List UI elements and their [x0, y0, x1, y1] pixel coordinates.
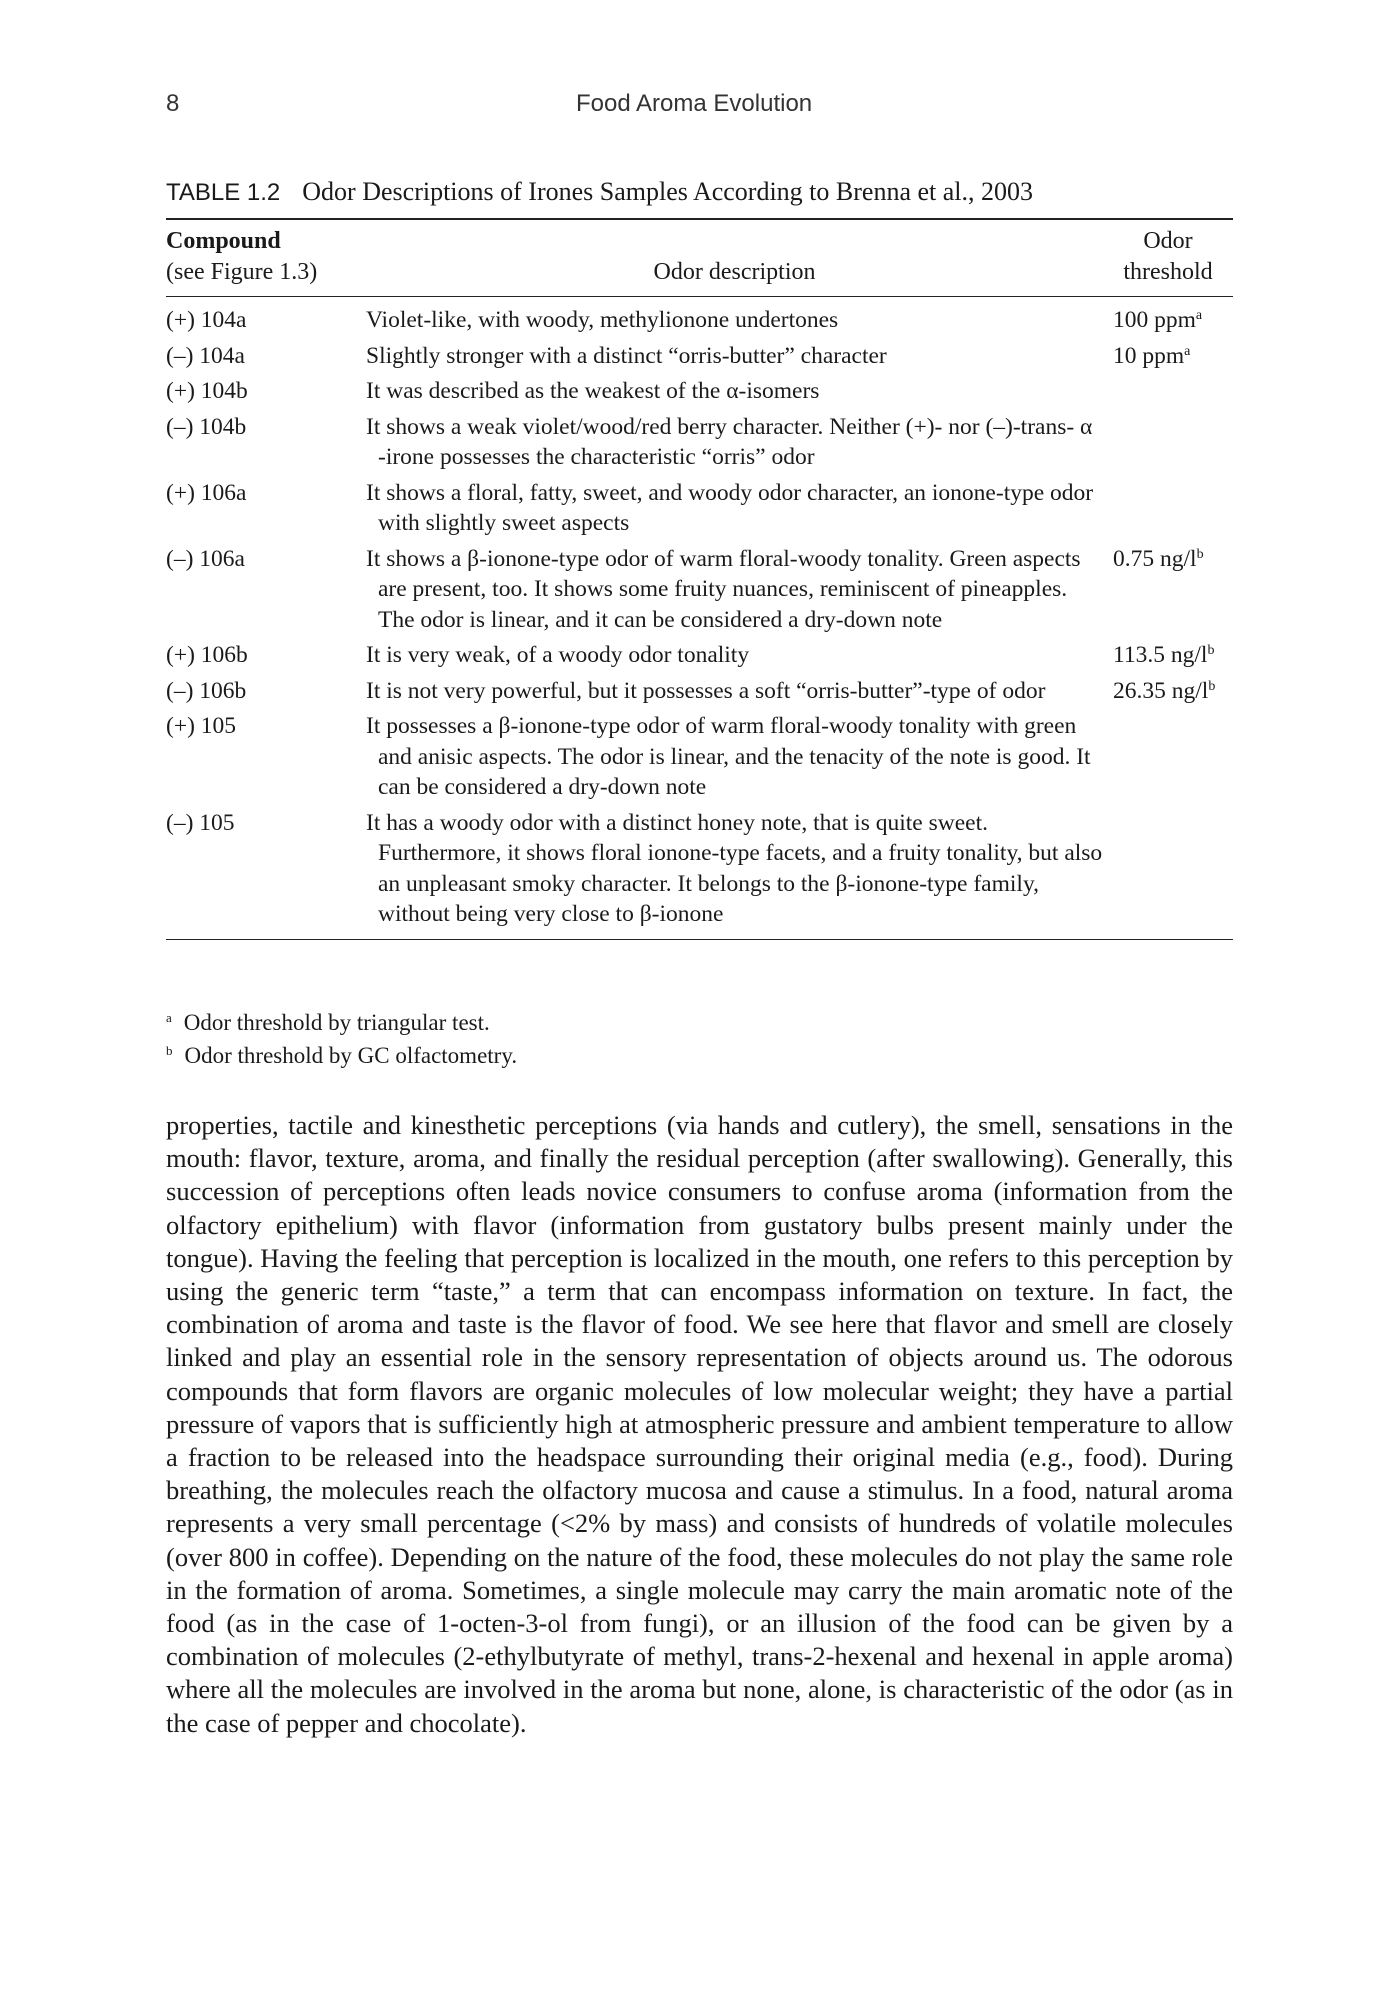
threshold-note-mark: a: [1184, 343, 1191, 359]
description-cell: It is not very powerful, but it possesses a soft “orris-butter”-type of odor: [366, 677, 1046, 704]
compound-cell: (–) 105: [166, 809, 235, 836]
table-row: [166, 711, 1233, 803]
threshold-value: 0.75 ng/l: [1113, 545, 1197, 572]
threshold-cell: [1103, 808, 1233, 930]
table-row: [166, 640, 1233, 671]
threshold-cell: [1103, 412, 1233, 473]
header-threshold-line1: Odor: [1143, 228, 1193, 254]
threshold-value: 113.5 ng/l: [1113, 642, 1208, 668]
description-cell: It has a woody odor with a distinct honey note, that is quite sweet. Furthermore, it shows floral ionone-type facets, and a fruity tonality, but also an unpleasant smoky character. It belongs to the β-ionone-type family, without being very close to β-ionone: [366, 809, 1103, 927]
threshold-cell: [1103, 676, 1233, 707]
compound-cell: (–) 106a: [166, 545, 245, 572]
threshold-cell: [1103, 305, 1233, 336]
description-cell: Violet-like, with woody, methylionone undertones: [366, 307, 839, 333]
description-cell: It shows a β-ionone-type odor of warm floral-woody tonality. Green aspects are present, too. It shows some fruity nuances, reminiscent of pineapples. The odor is linear, and it can be considered a dry-down note: [366, 545, 1081, 633]
compound-cell: (–) 104b: [166, 413, 247, 440]
table-row: [166, 676, 1233, 707]
threshold-cell: [1103, 544, 1233, 636]
table-row: [166, 478, 1233, 539]
body-paragraph: properties, tactile and kinesthetic perceptions (via hands and cutlery), the smell, sensations in the mouth: flavor, texture, aroma, and finally the residual perception (after swallowing). Generally, this succession of perceptions often leads novice consumers to confuse aroma (information from the olfactory epithelium) with flavor (information from gustatory bulbs present mainly under the tongue). Having the feeling that perception is localized in the mouth, one refers to this perception by using the generic term “taste,” a term that can encompass information on texture. In fact, the combination of aroma and taste is the flavor of food. We see here that flavor and smell are closely linked and play an essential role in the sensory representation of objects around us. The odorous compounds that form flavors are organic molecules of low molecular weight; they have a partial pressure of vapors that is sufficiently high at atmospheric pressure and ambient temperature to allow a fraction to be released into the headspace surrounding their original media (e.g., food). During breathing, the molecules reach the olfactory mucosa and cause a stimulus. In a food, natural aroma represents a very small percentage (<2% by mass) and consists of hundreds of volatile molecules (over 800 in coffee). Depending on the nature of the food, these molecules do not play the same role in the formation of aroma. Sometimes, a single molecule may carry the main aromatic note of the food (as in the case of 1-octen-3-ol from fungi), or an illusion of the food can be given by a combination of molecules (2-ethylbutyrate of methyl, trans-2-hexenal and hexenal in apple aroma) where all the molecules are involved in the aroma but none, alone, is characteristic of the odor (as in the case of pepper and chocolate).: [166, 1110, 1233, 1738]
threshold-cell: [1103, 711, 1233, 803]
description-cell: Slightly stronger with a distinct “orris-butter” character: [366, 342, 887, 369]
compound-cell: (+) 105: [166, 713, 237, 739]
header-compound: [166, 226, 366, 288]
header-compound-line2: (see Figure 1.3): [166, 259, 318, 285]
compound-cell: (–) 106b: [166, 677, 247, 704]
header-threshold: [1103, 226, 1233, 288]
running-head: [166, 90, 1233, 122]
footnote-text: Odor threshold by triangular test.: [183, 1010, 490, 1035]
table-row: [166, 808, 1233, 930]
threshold-note-mark: b: [1196, 546, 1204, 562]
table-body: [166, 297, 1233, 939]
threshold-value: 10 ppm: [1113, 342, 1185, 369]
description-cell: It is very weak, of a woody odor tonality: [366, 642, 750, 668]
threshold-note-mark: b: [1207, 643, 1215, 658]
footnote-mark: b: [166, 1043, 173, 1058]
description-cell: It possesses a β-ionone-type odor of warm floral-woody tonality with green and anisic aspects. The odor is linear, and the tenacity of the note is good. It can be considered a dry-down note: [366, 713, 1091, 800]
table-row: [166, 544, 1233, 636]
threshold-cell: [1103, 341, 1233, 372]
description-cell: It shows a weak violet/wood/red berry character. Neither (+)- nor (–)-trans- α -irone possesses the characteristic “orris” odor: [366, 413, 1093, 470]
table-row: [166, 305, 1233, 336]
threshold-cell: [1103, 478, 1233, 539]
header-description: Odor description: [653, 259, 816, 285]
header-compound-line1: Compound: [166, 228, 281, 254]
threshold-note-mark: a: [1195, 308, 1203, 323]
footnote-text: Odor threshold by GC olfactometry.: [184, 1043, 518, 1068]
footnote: [166, 1006, 1233, 1039]
footnote: [166, 1039, 1233, 1072]
page-number: 8: [166, 90, 180, 117]
compound-cell: (+) 104a: [166, 307, 247, 333]
footnote-mark: a: [166, 1010, 172, 1025]
threshold-value: 26.35 ng/l: [1113, 677, 1209, 704]
header-threshold-line2: threshold: [1123, 259, 1213, 285]
description-cell: It shows a floral, fatty, sweet, and woody odor character, an ionone-type odor with slightly sweet aspects: [366, 479, 1094, 536]
compound-cell: (+) 104b: [166, 378, 248, 404]
book-title: Food Aroma Evolution: [576, 90, 813, 117]
table-row: [166, 376, 1233, 407]
table-row: [166, 341, 1233, 372]
table-footnotes: [166, 1006, 1233, 1072]
threshold-value: 100 ppm: [1113, 307, 1196, 333]
description-cell: It was described as the weakest of the α-isomers: [366, 378, 820, 404]
compound-cell: (+) 106a: [166, 479, 247, 506]
table-label: TABLE 1.2: [166, 179, 281, 206]
threshold-cell: [1103, 640, 1233, 671]
table-caption: [166, 177, 1233, 207]
odor-table: [166, 218, 1233, 940]
table-header: [166, 220, 1233, 297]
threshold-note-mark: b: [1208, 678, 1216, 694]
compound-cell: (+) 106b: [166, 642, 248, 668]
table-title: Odor Descriptions of Irones Samples According to Brenna et al., 2003: [302, 177, 1034, 206]
table-row: [166, 412, 1233, 473]
compound-cell: (–) 104a: [166, 342, 245, 369]
threshold-cell: [1103, 376, 1233, 407]
